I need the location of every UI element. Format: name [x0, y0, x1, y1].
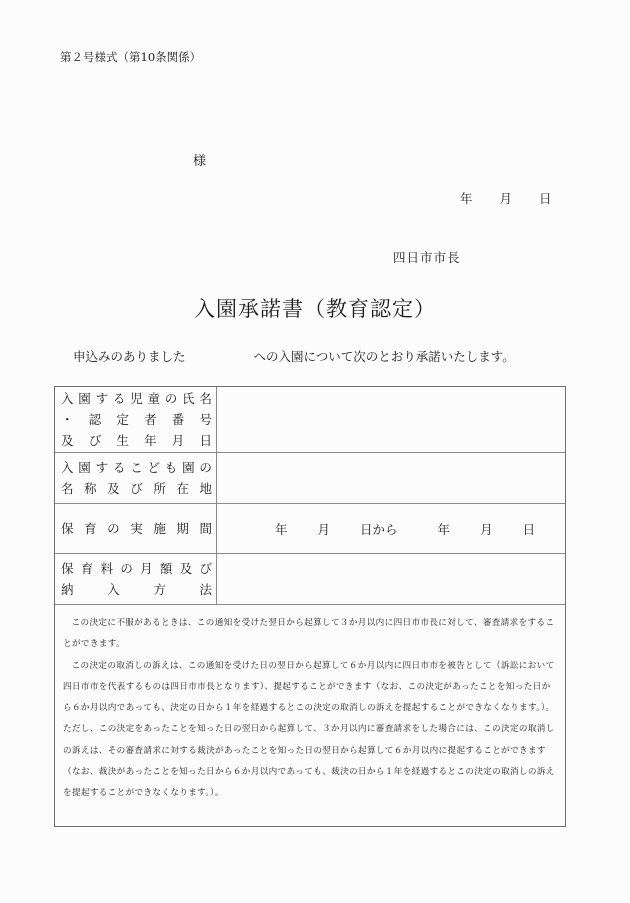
label-char: 名 — [61, 481, 74, 496]
intro-before: 申込みのありました — [73, 349, 186, 364]
label-line — [61, 457, 212, 478]
label-char: 育 — [80, 561, 94, 576]
label-char: 地 — [199, 481, 212, 496]
label-char: 氏 — [182, 391, 195, 406]
label-line — [61, 478, 212, 499]
label-char: 園 — [78, 460, 91, 475]
label-char: の — [199, 460, 212, 475]
fee-value — [217, 554, 565, 604]
label-char: 月 — [171, 433, 185, 448]
label-char: 期 — [176, 521, 189, 536]
period-to-day: 日 — [522, 521, 536, 537]
issue-date — [460, 189, 552, 207]
label-char: 保 — [61, 561, 74, 576]
period-value — [217, 504, 565, 553]
facility-value — [217, 453, 565, 503]
row-label — [55, 554, 217, 604]
label-char: 額 — [159, 561, 173, 576]
table-row-facility — [55, 453, 565, 504]
label-char: 者 — [144, 412, 157, 427]
label-char: 日 — [199, 433, 212, 448]
table-row-period — [55, 504, 565, 554]
label-char: こ — [130, 460, 143, 475]
label-char: 施 — [153, 521, 166, 536]
label-char: 入 — [61, 391, 74, 406]
label-char: 法 — [199, 582, 212, 597]
notice-paragraph: この決定に不服があるときは、この通知を受けた翌日から起算して３か月以内に四日市市長に対して、審査請求をすることができます。 — [63, 618, 555, 650]
label-line — [61, 558, 212, 579]
date-year-label: 年 — [460, 191, 473, 206]
intro-after: への入園について次のとおり承諾いたします。 — [253, 349, 515, 364]
acceptance-table — [54, 386, 566, 827]
row-label — [55, 387, 217, 452]
label-char: の — [107, 521, 120, 536]
date-day-label: 日 — [539, 191, 552, 206]
label-char: 入 — [107, 582, 120, 597]
label-char: 認 — [88, 412, 102, 427]
label-line — [61, 388, 212, 409]
label-char: 年 — [144, 433, 157, 448]
label-char: ど — [147, 460, 160, 475]
label-char: 方 — [153, 582, 166, 597]
label-char: す — [95, 460, 109, 475]
label-char: 実 — [130, 521, 143, 536]
label-char: 月 — [140, 561, 153, 576]
label-char: ・ — [61, 412, 74, 427]
table-row-fee — [55, 554, 565, 605]
label-char: 在 — [176, 481, 189, 496]
label-char: 番 — [171, 412, 185, 427]
document-title: 入園承諾書（教育認定） — [194, 297, 436, 321]
label-char: す — [95, 391, 109, 406]
label-char: 及 — [61, 433, 74, 448]
label-char: 名 — [199, 391, 212, 406]
label-char: び — [88, 433, 102, 448]
label-char: び — [130, 481, 143, 496]
label-char: る — [112, 460, 126, 475]
label-char: の — [164, 391, 178, 406]
label-char: び — [199, 561, 212, 576]
date-month-label: 月 — [499, 191, 513, 206]
label-char: も — [164, 460, 178, 475]
period-from-month: 月 — [317, 521, 331, 537]
label-line — [61, 579, 212, 600]
form-number: 第２号様式（第10条関係） — [60, 50, 202, 64]
label-char: 定 — [116, 412, 129, 427]
label-line — [61, 430, 212, 451]
notice-paragraph: この決定の取消しの訴えは、この通知を受けた日の翌日から起算して６か月以内に四日市市を被告として（訴訟において四日市市を代表するものは四日市市長となります）、提起することができます（なお、この決定があったことを知った日から６か月以内であっても、決定の日から１年を経過するとこの決定の取消しの訴えを提起することができなくなります。）。ただし、この決定をあったことを知った日の翌日から起算して、３か月以内に審査請求をした場合には、この決定の取消しの訴えは、その審査請求に対する裁決があったことを知った日の翌日から起算して６か月以内に提起することができます（なお、裁決があったことを知った日から６か月以内であっても、裁決の日から１年を経過するとこの決定の取消しの訴えを提起することができなくなります。）。 — [63, 660, 555, 799]
label-char: 童 — [147, 391, 160, 406]
addressee-suffix: 様 — [193, 154, 207, 169]
appeal-notice — [55, 605, 565, 826]
intro-sentence — [73, 347, 515, 365]
label-char: る — [112, 391, 126, 406]
label-char: 及 — [179, 561, 193, 576]
row-label — [55, 453, 217, 503]
label-char: 料 — [100, 561, 114, 576]
row-label — [55, 504, 217, 553]
period-to-year: 年 — [437, 521, 451, 537]
label-char: 育 — [84, 521, 97, 536]
label-char: 園 — [182, 460, 195, 475]
period-to-month: 月 — [480, 521, 493, 537]
label-char: 園 — [78, 391, 91, 406]
label-char: 保 — [61, 521, 74, 536]
child-info-value — [217, 387, 565, 452]
issuer: 四日市市長 — [393, 250, 461, 265]
period-from-year: 年 — [275, 521, 288, 537]
table-row-child-info — [55, 387, 565, 453]
label-char: 児 — [130, 391, 143, 406]
label-char: 所 — [153, 481, 166, 496]
label-char: 入 — [61, 460, 74, 475]
label-char: の — [120, 561, 133, 576]
label-char: 間 — [199, 521, 212, 536]
label-char: 号 — [199, 412, 212, 427]
label-char: 及 — [107, 481, 120, 496]
label-line — [61, 518, 212, 539]
label-char: 生 — [116, 433, 129, 448]
label-char: 納 — [61, 582, 74, 597]
label-char: 称 — [84, 481, 97, 496]
period-from-day: 日から — [360, 521, 398, 537]
label-line — [61, 409, 212, 430]
